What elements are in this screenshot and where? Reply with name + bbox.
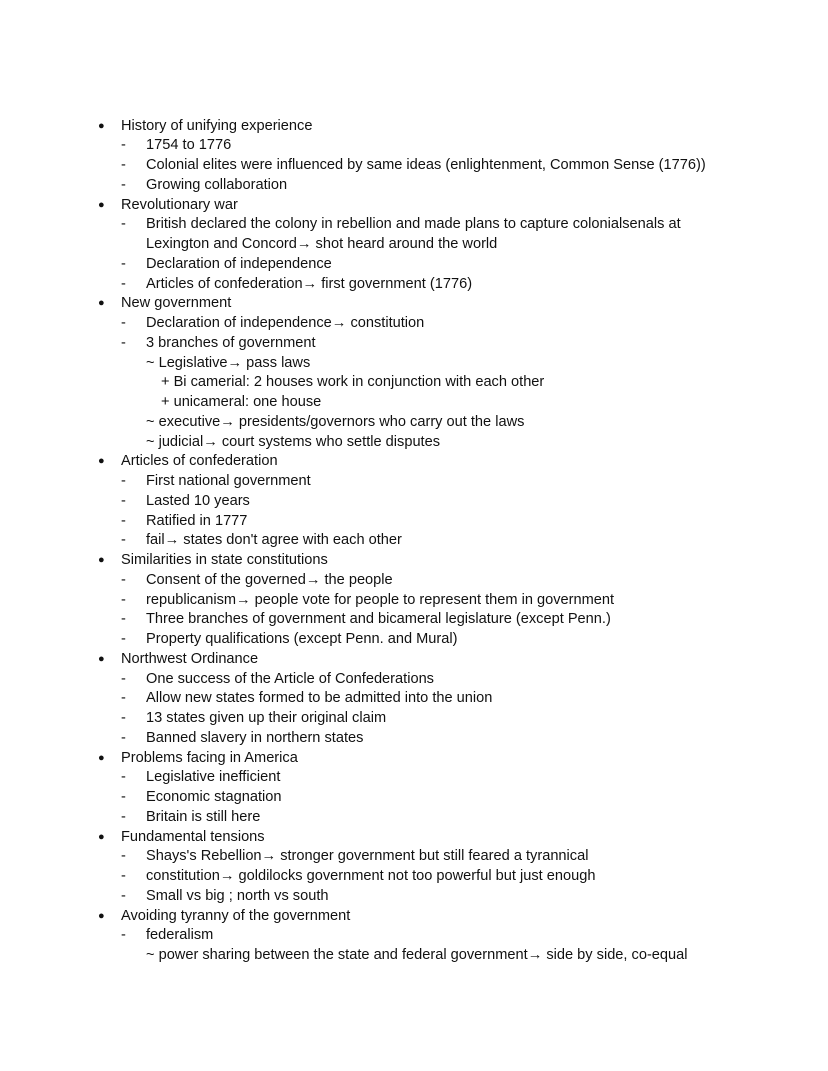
sub-sub-item: + Bi camerial: 2 houses work in conjunction with each other [161, 374, 545, 391]
sub-item: ~ Legislative→ pass laws [146, 354, 311, 371]
dash-marker: - [121, 927, 126, 944]
section-heading: Northwest Ordinance [121, 650, 259, 667]
section-heading: Revolutionary war [121, 196, 238, 213]
list-item-continuation: Lexington and Concord→ shot heard around the world [146, 236, 498, 252]
dash-marker: - [121, 710, 126, 726]
dash-marker: - [121, 690, 126, 707]
list-item: First national government [146, 473, 311, 489]
dash-marker: - [121, 789, 126, 805]
dash-marker: - [121, 532, 126, 549]
list-item: Ratified in 1777 [146, 512, 248, 529]
dash-marker: - [121, 887, 126, 904]
bullet-icon: ● [98, 830, 105, 843]
bullet-icon: ● [98, 751, 105, 764]
dash-marker: - [121, 157, 126, 173]
sub-item: ~ executive→ presidents/governors who carry out the laws [146, 413, 525, 430]
list-item: Small vs big ; north vs south [146, 887, 329, 904]
list-item: Declaration of independence→ constitution [146, 315, 425, 331]
dash-marker: - [121, 334, 126, 351]
dash-marker: - [121, 571, 126, 588]
dash-marker: - [121, 275, 126, 292]
list-item: federalism [146, 927, 214, 944]
list-item: Declaration of independence [146, 255, 332, 272]
list-item: Three branches of government and bicameral legislature (except Penn.) [146, 611, 611, 628]
list-item: Allow new states formed to be admitted into the union [146, 690, 493, 707]
bullet-icon: ● [98, 198, 105, 211]
dash-marker: - [121, 512, 126, 529]
list-item: One success of the Article of Confederations [146, 670, 434, 687]
list-item: Articles of confederation→ first government (1776) [146, 275, 473, 292]
section-heading: Similarities in state constitutions [121, 552, 328, 568]
list-item: Growing collaboration [146, 176, 288, 193]
list-item: republicanism→ people vote for people to represent them in government [146, 591, 615, 608]
dash-marker: - [121, 848, 126, 865]
list-item: constitution→ goldilocks government not too powerful but just enough [146, 868, 596, 884]
list-item: Legislative inefficient [146, 769, 281, 786]
section-heading: Avoiding tyranny of the government [121, 907, 351, 924]
dash-marker: - [121, 255, 126, 272]
dash-marker: - [121, 473, 126, 489]
list-item: Banned slavery in northern states [146, 729, 364, 746]
list-item: Property qualifications (except Penn. and Mural) [146, 631, 458, 647]
list-item: 13 states given up their original claim [146, 710, 387, 726]
bullet-icon: ● [98, 554, 105, 566]
list-item: fail→ states don't agree with each other [146, 532, 402, 549]
dash-marker: - [121, 769, 126, 786]
bullet-icon: ● [98, 909, 105, 922]
sub-sub-item: + unicameral: one house [161, 394, 322, 410]
dash-marker: - [121, 868, 126, 884]
sub-item: ~ judicial→ court systems who settle disputes [146, 433, 441, 450]
list-item: Shays's Rebellion→ stronger government but still feared a tyrannical [146, 848, 589, 865]
dash-marker: - [121, 216, 126, 233]
dash-marker: - [121, 670, 126, 687]
section-heading: Fundamental tensions [121, 828, 265, 845]
dash-marker: - [121, 176, 126, 193]
bullet-icon: ● [98, 297, 105, 310]
dash-marker: - [121, 137, 126, 154]
list-item: Lasted 10 years [146, 492, 250, 509]
list-item: Colonial elites were influenced by same ideas (enlightenment, Common Sense (1776)) [146, 157, 706, 173]
bullet-icon: ● [98, 652, 105, 665]
list-item: 1754 to 1776 [146, 137, 232, 154]
dash-marker: - [121, 808, 126, 825]
dash-marker: - [121, 492, 126, 509]
list-item: 3 branches of government [146, 334, 316, 351]
list-item: British declared the colony in rebellion and made plans to capture colonialsenals at [146, 216, 681, 233]
dash-marker: - [121, 631, 126, 647]
list-item: Consent of the governed→ the people [146, 571, 393, 588]
dash-marker: - [121, 315, 126, 331]
dash-marker: - [121, 611, 126, 628]
dash-marker: - [121, 591, 126, 608]
sub-item: ~ power sharing between the state and federal government→ side by side, co-equal [146, 947, 688, 963]
section-heading: History of unifying experience [121, 117, 313, 134]
dash-marker: - [121, 729, 126, 746]
bullet-icon: ● [98, 119, 105, 132]
section-heading: New government [121, 295, 232, 312]
bullet-icon: ● [98, 455, 105, 468]
list-item: Britain is still here [146, 808, 261, 825]
section-heading: Articles of confederation [121, 453, 278, 470]
list-item: Economic stagnation [146, 789, 282, 805]
section-heading: Problems facing in America [121, 749, 298, 766]
